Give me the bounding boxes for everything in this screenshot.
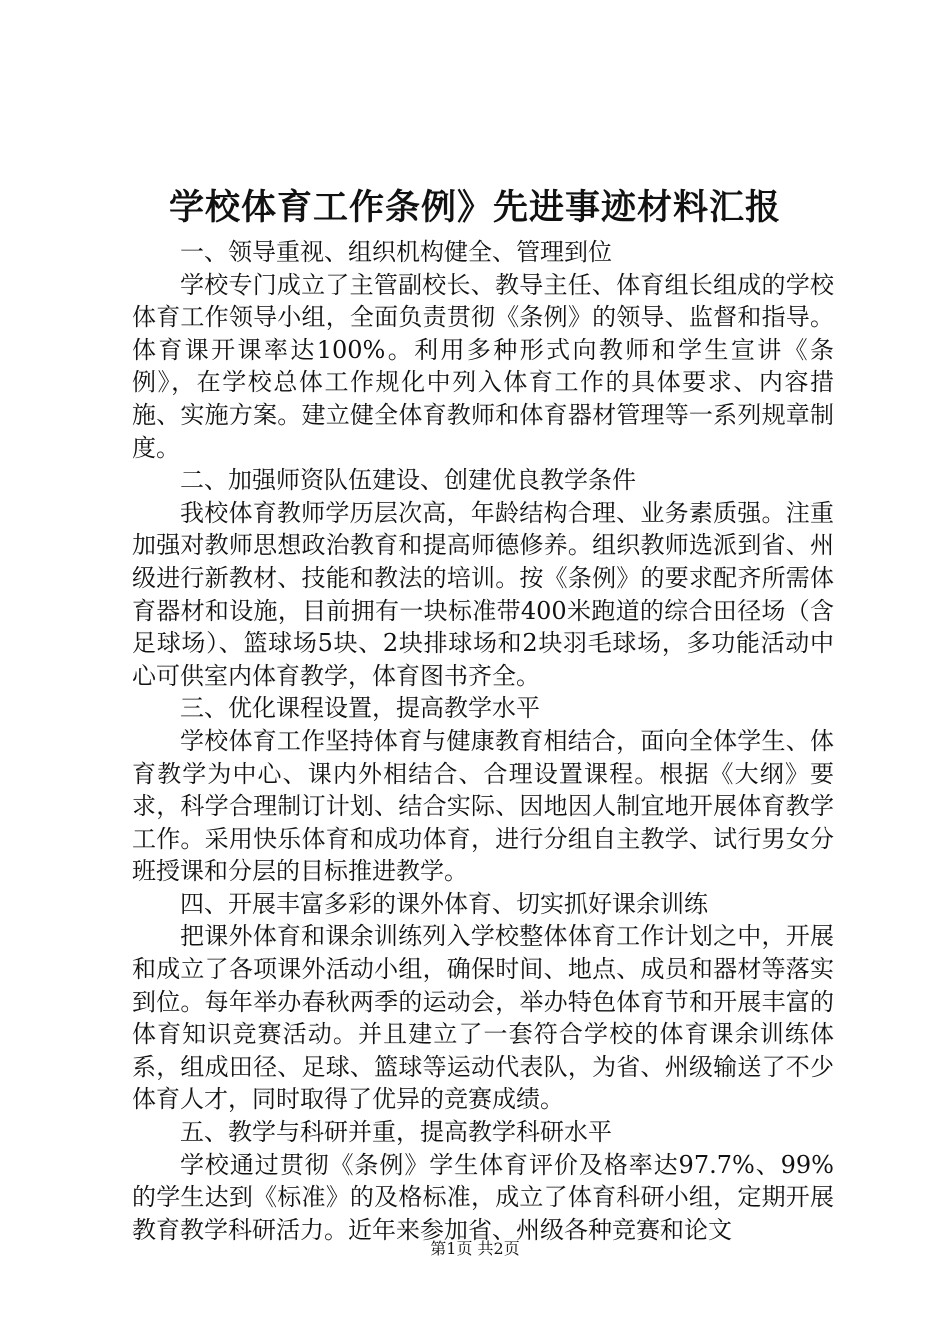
section-paragraph-5: 学校通过贯彻《条例》学生体育评价及格率达97.7%、99%的学生达到《标准》的及格标准，成立了体育科研小组，定期开展教育教学科研活力。近年来参加省、州级各种竞赛和论文 bbox=[132, 1150, 834, 1244]
document-title: 学校体育工作条例》先进事迹材料汇报 bbox=[168, 187, 781, 228]
section-paragraph-3: 学校体育工作坚持体育与健康教育相结合，面向全体学生、体育教学为中心、课内外相结合、合理设置课程。根据《大纲》要求，科学合理制订计划、结合实际、因地因人制宜地开展体育教学工作。采用快乐体育和成功体育，进行分组自主教学、试行男女分班授课和分层的目标推进教学。 bbox=[132, 726, 834, 886]
section-heading-4: 四、开展丰富多彩的课外体育、切实抓好课余训练 bbox=[180, 889, 708, 918]
section-heading-2: 二、加强师资队伍建设、创建优良教学条件 bbox=[180, 466, 636, 495]
page-number-footer: 第1页 共2页 bbox=[430, 1239, 520, 1258]
section-heading-3: 三、优化课程设置，提高教学水平 bbox=[180, 694, 540, 723]
section-paragraph-2: 我校体育教师学历层次高，年龄结构合理、业务素质强。注重加强对教师思想政治教育和提高师德修养。组织教师选派到省、州级进行新教材、技能和教法的培训。按《条例》的要求配齐所需体育器材和设施，目前拥有一块标准带400米跑道的综合田径场（含足球场）、篮球场5块、2块排球场和2块羽毛球场，多功能活动中心可供室内体育教学，体育图书齐全。 bbox=[132, 498, 834, 690]
section-heading-5: 五、教学与科研并重，提高教学科研水平 bbox=[180, 1118, 612, 1147]
section-paragraph-4: 把课外体育和课余训练列入学校整体体育工作计划之中，开展和成立了各项课外活动小组，确保时间、地点、成员和器材等落实到位。每年举办春秋两季的运动会，举办特色体育节和开展丰富的体育知识竞赛活动。并且建立了一套符合学校的体育课余训练体系，组成田径、足球、篮球等运动代表队，为省、州级输送了不少体育人才，同时取得了优异的竞赛成绩。 bbox=[132, 922, 834, 1114]
section-paragraph-1: 学校专门成立了主管副校长、教导主任、体育组长组成的学校体育工作领导小组，全面负责贯彻《条例》的领导、监督和指导。体育课开课率达100%。利用多种形式向教师和学生宣讲《条例》，在学校总体工作规化中列入体育工作的具体要求、内容措施、实施方案。建立健全体育教师和体育器材管理等一系列规章制度。 bbox=[132, 270, 834, 462]
document-body bbox=[132, 236, 834, 1246]
section-heading-1: 一、领导重视、组织机构健全、管理到位 bbox=[180, 238, 612, 266]
